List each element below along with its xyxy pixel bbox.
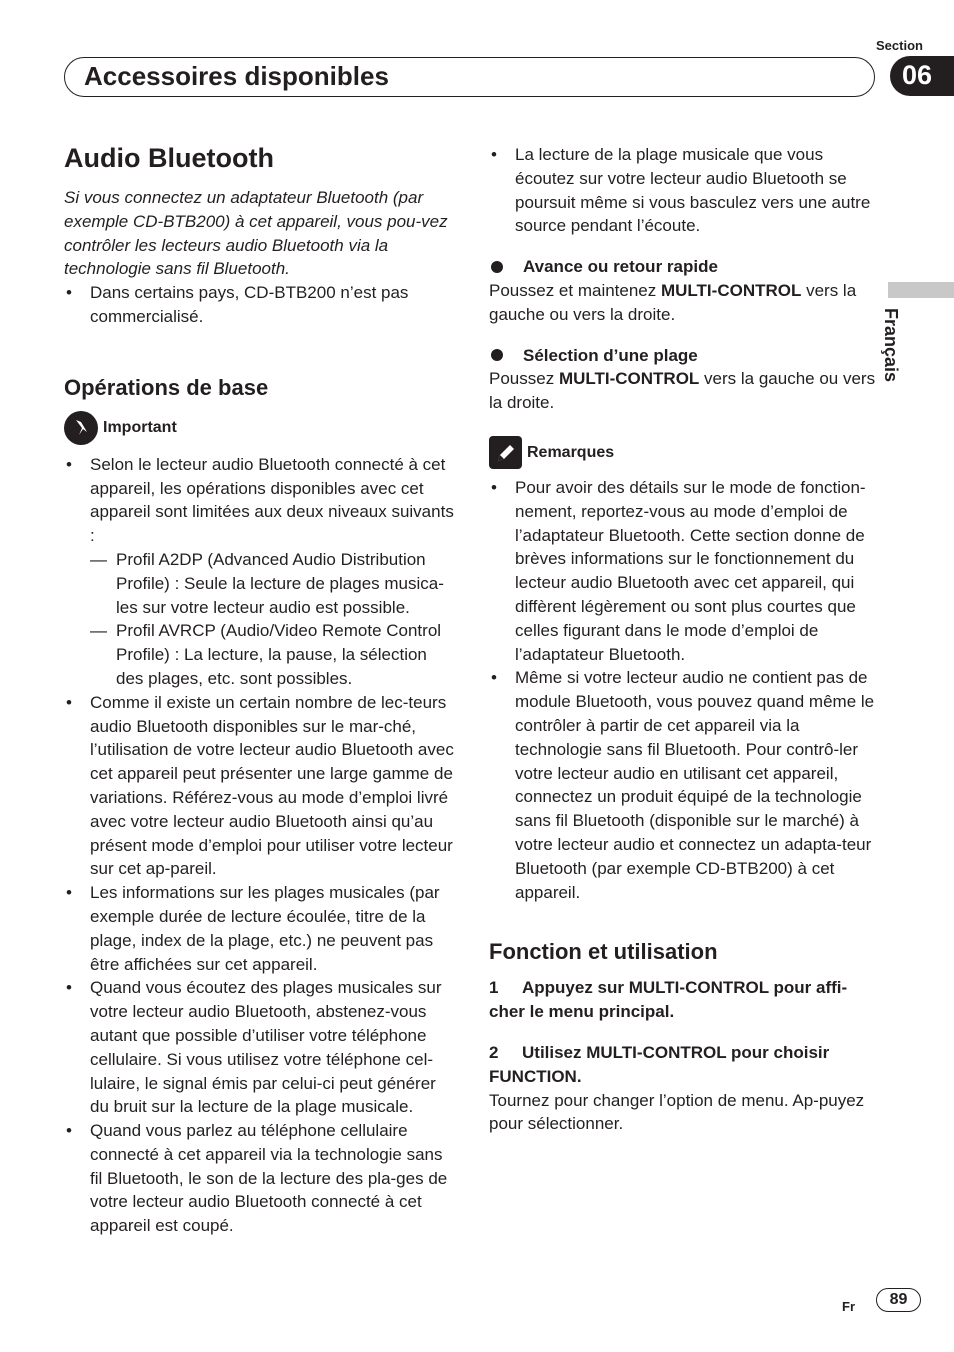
- function-heading: Fonction et utilisation: [489, 939, 718, 965]
- page-number: 89: [876, 1288, 921, 1312]
- important-bullets: [64, 453, 456, 1238]
- language-tab-marker: [888, 282, 954, 298]
- step-2: 2 Utilisez MULTI-CONTROL pour choisir FUNCTION.: [489, 1042, 830, 1086]
- bullet-dot-icon: [491, 349, 503, 361]
- list-item: • La lecture de la plage musicale que vous écoutez sur votre lecteur audio Bluetooth se poursuit même si vous basculez vers une autre source pendant l’écoute.: [489, 143, 881, 238]
- bullet-dot-icon: [491, 261, 503, 273]
- language-tab: [875, 308, 945, 390]
- list-item: • Quand vous écoutez des plages musicales sur votre lecteur audio Bluetooth, abstenez-vous autant que possible d’utiliser votre téléphone cellulaire. Si vous utilisez votre téléphone cel-lulaire, le signal émis par celui-ci peut générer du bruit sur la lecture de la plage musicale.: [64, 976, 456, 1119]
- track-select-heading: Sélection d’une plage: [489, 344, 881, 368]
- notes-notice: [489, 436, 881, 470]
- notes-label: Remarques: [527, 444, 615, 462]
- language-code: Fr: [842, 1299, 855, 1314]
- section-label: Section: [876, 38, 923, 53]
- list-item: • Comme il existe un certain nombre de lec-teurs audio Bluetooth disponibles sur le mar-ché, l’utilisation de votre lecteur audio Bluetooth avec cet appareil peut présenter une large gamme de variations. Référez-vous au mode d’emploi livré avec votre lecteur audio Bluetooth ainsi qu’au présent mode d’emploi pour utiliser votre lecteur sur cet ap-pareil.: [64, 691, 456, 881]
- language-tab-label: Français: [881, 308, 901, 383]
- section-number: 06: [890, 56, 954, 96]
- pencil-icon: [489, 436, 522, 469]
- step-2-detail: Tournez pour changer l’option de menu. Ap-puyez pour sélectionner.: [489, 1090, 865, 1134]
- page-title: Audio Bluetooth: [64, 143, 274, 173]
- chapter-title: Accessoires disponibles: [84, 61, 389, 91]
- profile-sublist: [90, 548, 456, 691]
- list-item: • Quand vous parlez au téléphone cellulaire connecté à cet appareil via la technologie sans fil Bluetooth, le son de la lecture des pla-ges de votre lecteur audio Bluetooth connecté à cet appareil est coupé.: [64, 1119, 456, 1238]
- list-item: • Pour avoir des détails sur le mode de fonction-nement, reportez-vous au mode d’emploi de l’adaptateur Bluetooth. Cette section donne de brèves informations sur le fonctionnement du lecteur audio Bluetooth avec cet appareil, qui diffèrent légèrement ou sont plus courtes que celles figurant dans le mode d’emploi de l’adaptateur Bluetooth.: [489, 476, 881, 666]
- top-bullets: [489, 143, 881, 238]
- chapter-header: [64, 57, 875, 97]
- list-item: • Dans certains pays, CD-BTB200 n’est pas commercialisé.: [64, 281, 456, 329]
- left-column: [64, 140, 456, 1238]
- important-notice: [64, 411, 456, 445]
- operations-heading: Opérations de base: [64, 374, 269, 400]
- list-item: • Les informations sur les plages musicales (par exemple durée de lecture écoulée, titre de la plage, index de la plage, etc.) ne peuvent pas être affichées sur cet appareil.: [64, 881, 456, 976]
- fast-forward-text: Poussez et maintenez MULTI-CONTROL vers la gauche ou vers la droite.: [489, 280, 857, 324]
- list-item: • Selon le lecteur audio Bluetooth connecté à cet appareil, les opérations disponibles avec cet appareil sont limitées aux deux niveaux suivants : — Profil A2DP (Advanced Audio Distribution Profile) : Seule la lecture de plages musica-les sur votre lecteur audio est possible. — Profil AVRCP (Audio/Video Remote Control Profile) : La lecture, la pause, la sélection des plages, etc. sont possibles.: [64, 453, 456, 691]
- notes-bullets: [489, 476, 881, 904]
- important-icon: [64, 411, 98, 445]
- step-1: 1 Appuyez sur MULTI-CONTROL pour affi-cher le menu principal.: [489, 978, 848, 1022]
- important-label: Important: [103, 418, 177, 436]
- intro-text: Si vous connectez un adaptateur Bluetooth (par exemple CD-BTB200) à cet appareil, vous pou-vez contrôler les lecteurs audio Bluetooth via la technologie sans fil Bluetooth.: [64, 188, 448, 279]
- list-item: — Profil A2DP (Advanced Audio Distribution Profile) : Seule la lecture de plages musica-les sur votre lecteur audio est possible.: [90, 548, 456, 619]
- right-column: [489, 143, 881, 1136]
- list-item: • Même si votre lecteur audio ne contient pas de module Bluetooth, vous pouvez quand même le contrôler à partir de cet appareil via la technologie sans fil Bluetooth. Pour contrô-ler votre lecteur audio en utilisant cet appareil, connectez un produit équipé de la technologie sans fil Bluetooth (disponible sur le marché) à votre lecteur audio et connectez un adapta-teur Bluetooth (par exemple CD-BTB200) à cet appareil.: [489, 666, 881, 904]
- track-select-text: Poussez MULTI-CONTROL vers la gauche ou vers la droite.: [489, 369, 876, 413]
- intro-bullets: [64, 281, 456, 329]
- fast-forward-heading: Avance ou retour rapide: [489, 255, 881, 279]
- list-item: — Profil AVRCP (Audio/Video Remote Control Profile) : La lecture, la pause, la sélection des plages, etc. sont possibles.: [90, 619, 456, 690]
